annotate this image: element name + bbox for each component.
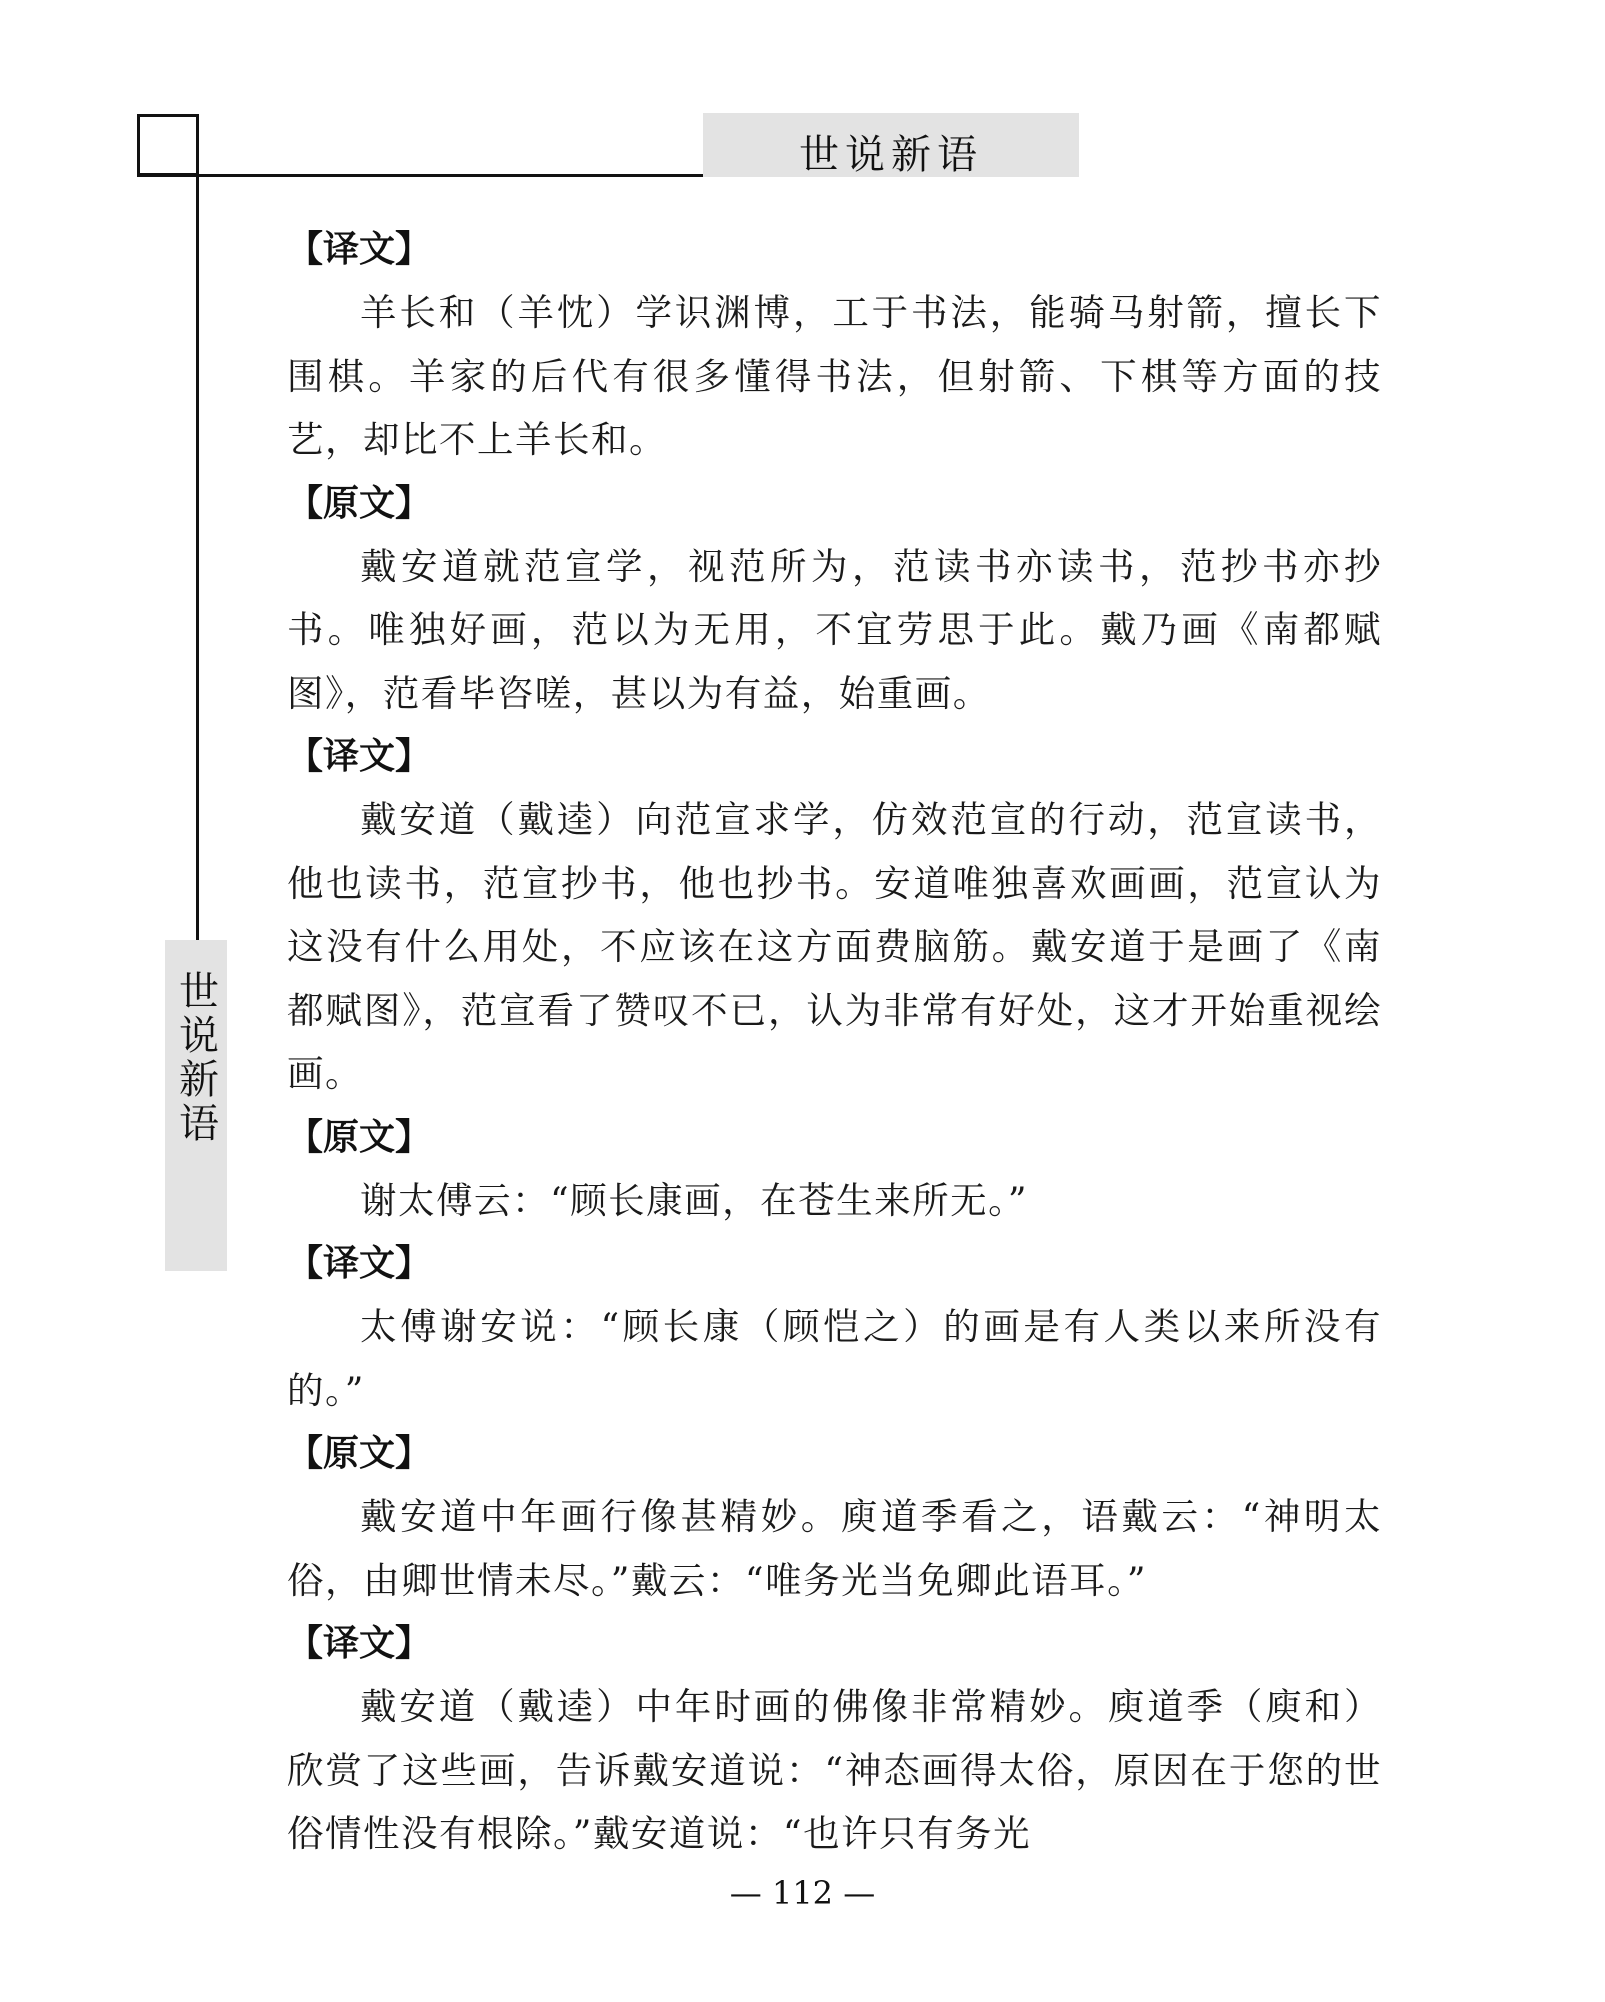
section-text: 戴安道中年画行像甚精妙。庾道季看之，语戴云：“神明太俗，由卿世情未尽。”戴云：“唯务光当免卿此语耳。” (287, 1495, 1382, 1602)
section-label-original: 【原文】 (287, 482, 432, 524)
section-label-translation: 【译文】 (287, 1243, 432, 1284)
side-tab (165, 940, 227, 1271)
section-label-translation: 【译文】 (287, 736, 432, 777)
section-text: 戴安道就范宣学，视范所为，范读书亦读书，范抄书亦抄书。唯独好画，范以为无用，不宜劳思于此。戴乃画《南都赋图》，范看毕咨嗟，甚以为有益，始重画。 (287, 544, 1382, 715)
page-number: — 112 — (729, 1874, 876, 1912)
section-text: 戴安道（戴逵）中年时画的佛像非常精妙。庾道季（庾和）欣赏了这些画，告诉戴安道说：“神态画得太俗，原因在于您的世俗情性没有根除。”戴安道说：“也许只有务光 (287, 1685, 1382, 1855)
header-corner-box (137, 114, 199, 176)
vertical-rule (196, 114, 199, 942)
page-body (287, 218, 1382, 1866)
section-label-translation: 【译文】 (287, 229, 432, 270)
header-rule (137, 174, 703, 177)
section-label-original: 【原文】 (287, 1116, 432, 1158)
running-header-title: 世说新语 (799, 131, 983, 178)
section-text: 太傅谢安说：“顾长康（顾恺之）的画是有人类以来所没有的。” (287, 1305, 1382, 1412)
section-label-translation: 【译文】 (287, 1623, 432, 1664)
section-text: 谢太傅云：“顾长康画，在苍生来所无。” (360, 1178, 1029, 1222)
running-header (703, 113, 1079, 177)
section-text: 羊长和（羊忱）学识渊博，工于书法，能骑马射箭，擅长下围棋。羊家的后代有很多懂得书法，但射箭、下棋等方面的技艺，却比不上羊长和。 (287, 291, 1382, 461)
side-tab-text: 世说新语 (172, 970, 219, 1146)
section-label-original: 【原文】 (287, 1433, 432, 1474)
section-text: 戴安道（戴逵）向范宣求学，仿效范宣的行动，范宣读书，他也读书，范宣抄书，他也抄书。安道唯独喜欢画画，范宣认为这没有什么用处，不应该在这方面费脑筋。戴安道于是画了《南都赋图》，范宣看了赞叹不已，认为非常有好处，这才开始重视绘画。 (287, 798, 1382, 1095)
